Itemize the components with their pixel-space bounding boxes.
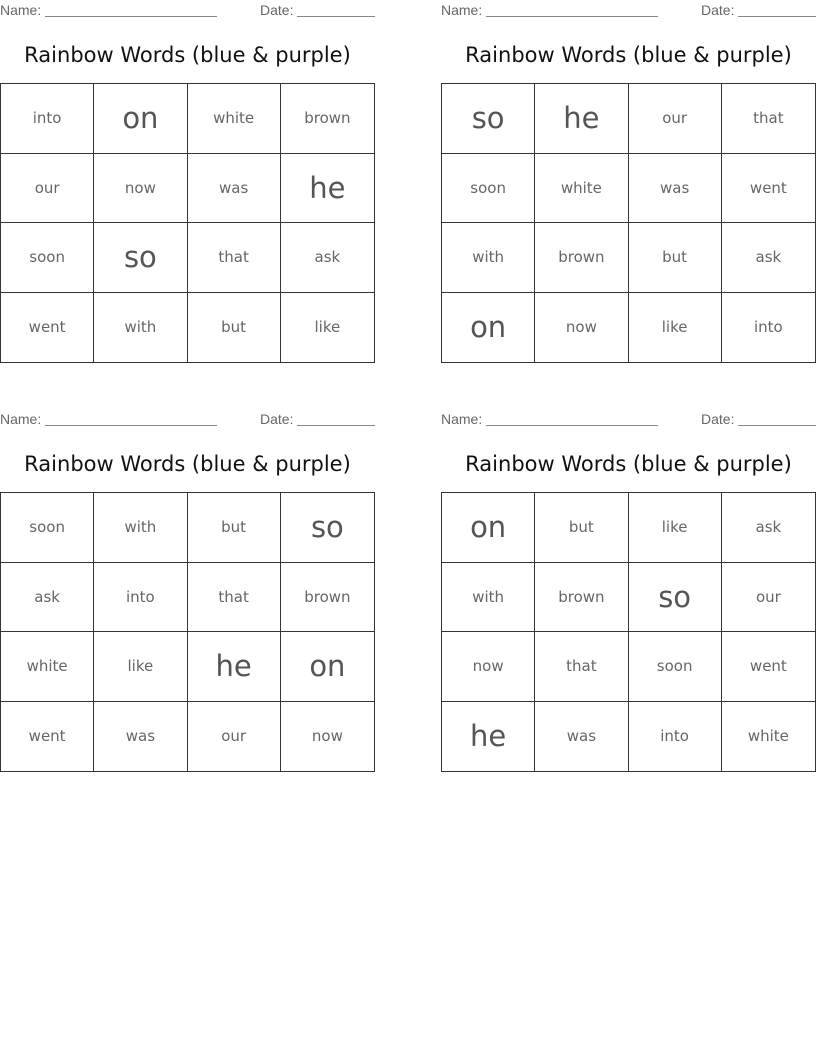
word-cell: was [535, 702, 628, 772]
word-cell: but [535, 493, 628, 563]
bingo-card [0, 409, 375, 746]
date-label: Date: [701, 411, 735, 427]
word-cell: but [629, 223, 722, 293]
name-blank [45, 16, 217, 17]
word-cell: he [281, 154, 374, 224]
word-cell: our [188, 702, 281, 772]
word-cell: brown [535, 563, 628, 633]
word-cell: our [1, 154, 94, 224]
word-cell: was [94, 702, 187, 772]
date-blank [297, 16, 375, 17]
word-cell: white [1, 632, 94, 702]
word-grid [0, 83, 375, 363]
word-cell: went [1, 293, 94, 363]
word-cell: like [629, 493, 722, 563]
word-cell: went [722, 632, 815, 702]
word-cell: was [629, 154, 722, 224]
date-blank [738, 16, 816, 17]
word-cell: was [188, 154, 281, 224]
word-cell: that [535, 632, 628, 702]
date-blank [297, 425, 375, 426]
word-cell: brown [535, 223, 628, 293]
word-cell: he [188, 632, 281, 702]
name-label: Name: [441, 411, 483, 427]
word-cell: went [722, 154, 815, 224]
word-cell: on [442, 293, 535, 363]
date-label: Date: [260, 2, 294, 18]
word-cell: that [722, 84, 815, 154]
word-cell: on [281, 632, 374, 702]
word-cell: white [535, 154, 628, 224]
word-cell: into [629, 702, 722, 772]
word-cell: soon [1, 223, 94, 293]
name-label: Name: [0, 2, 42, 18]
word-cell: our [722, 563, 815, 633]
word-grid [0, 492, 375, 772]
name-label: Name: [441, 2, 483, 18]
word-cell: like [94, 632, 187, 702]
word-cell: like [314, 318, 341, 337]
word-cell: white [188, 84, 281, 154]
word-cell: but [188, 493, 281, 563]
word-cell: brown [281, 563, 374, 633]
word-cell: on [94, 84, 187, 154]
date-label: Date: [260, 411, 294, 427]
word-cell: on [442, 493, 535, 563]
word-cell: now [442, 632, 535, 702]
word-cell: into [1, 84, 94, 154]
name-label: Name: [0, 411, 42, 427]
word-cell: soon [629, 632, 722, 702]
word-grid [441, 492, 816, 772]
word-cell: so [281, 493, 374, 563]
card-header [441, 409, 816, 431]
word-cell: into [754, 318, 783, 337]
bingo-card [441, 409, 816, 754]
bingo-card [0, 0, 375, 337]
card-header [0, 0, 375, 22]
name-blank [486, 425, 658, 426]
word-cell: he [442, 702, 535, 772]
card-title: Rainbow Words (blue & purple) [465, 43, 792, 67]
word-cell: he [535, 84, 628, 154]
name-blank [45, 425, 217, 426]
word-cell: now [94, 154, 187, 224]
card-title: Rainbow Words (blue & purple) [24, 43, 351, 67]
word-cell: ask [722, 223, 815, 293]
word-cell: with [442, 223, 535, 293]
word-cell: our [629, 84, 722, 154]
word-cell: now [535, 293, 628, 363]
date-blank [738, 425, 816, 426]
word-cell: soon [1, 493, 94, 563]
word-cell: went [1, 702, 94, 772]
word-cell: brown [281, 84, 374, 154]
card-title: Rainbow Words (blue & purple) [24, 452, 351, 476]
word-cell: so [629, 563, 722, 633]
name-blank [486, 16, 658, 17]
word-cell: but [188, 293, 281, 363]
word-cell: with [442, 563, 535, 633]
word-cell: with [94, 293, 187, 363]
card-header [0, 409, 375, 431]
word-cell: now [311, 727, 343, 746]
word-grid [441, 83, 816, 363]
word-cell: ask [1, 563, 94, 633]
word-cell: white [747, 727, 789, 746]
word-cell: ask [281, 223, 374, 293]
word-cell: soon [442, 154, 535, 224]
date-label: Date: [701, 2, 735, 18]
card-header [441, 0, 816, 22]
word-cell: that [188, 223, 281, 293]
word-cell: into [94, 563, 187, 633]
word-cell: so [94, 223, 187, 293]
word-cell: with [94, 493, 187, 563]
word-cell: like [629, 293, 722, 363]
card-title: Rainbow Words (blue & purple) [465, 452, 792, 476]
bingo-card [441, 0, 816, 345]
word-cell: ask [722, 493, 815, 563]
word-cell: so [442, 84, 535, 154]
word-cell: that [188, 563, 281, 633]
